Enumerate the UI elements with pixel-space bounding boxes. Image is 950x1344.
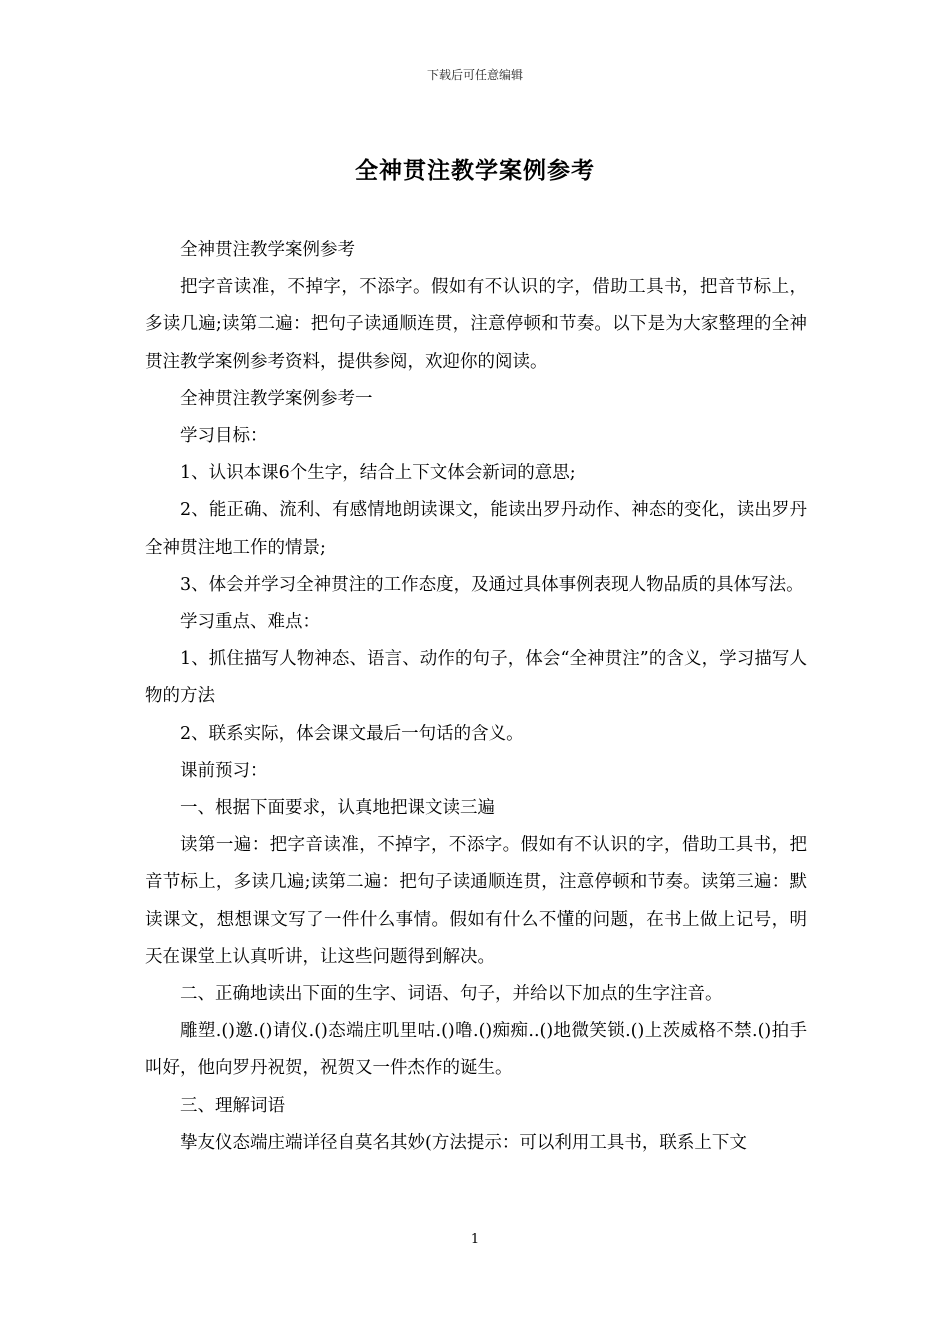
page-number: 1 [470, 1232, 480, 1247]
paragraph: 把字音读准，不掉字，不添字。假如有不认识的字，借助工具书，把音节标上，多读几遍;读第二遍：把句子读通顺连贯，注意停顿和节奏。以下是为大家整理的全神贯注教学案例参考资料，提供参阅，欢迎你的阅读。 [145, 277, 807, 372]
paragraph: 读第一遍：把字音读准，不掉字，不添字。假如有不认识的字，借助工具书，把音节标上，多读几遍;读第二遍：把句子读通顺连贯，注意停顿和节奏。读第三遍：默读课文，想想课文写了一件什么事情。假如有什么不懂的问题，在书上做上记号，明天在课堂上认真听讲，让这些问题得到解决。 [145, 835, 807, 967]
paragraph: 1、认识本课6个生字，结合上下文体会新词的意思; [180, 463, 576, 484]
paragraph: 挚友仪态端庄端详径自莫名其妙(方法提示：可以利用工具书，联系上下文 [180, 1132, 747, 1153]
paragraph: 课前预习： [180, 760, 268, 781]
document-body [145, 232, 807, 1162]
document-title: 全神贯注教学案例参考 [355, 157, 595, 184]
paragraph: 2、能正确、流利、有感情地朗读课文，能读出罗丹动作、神态的变化，读出罗丹全神贯注地工作的情景; [145, 500, 807, 558]
paragraph: 学习目标： [180, 426, 268, 447]
paragraph: 1、抓住描写人物神态、语言、动作的句子，体会“全神贯注”的含义，学习描写人物的方法 [145, 649, 807, 707]
paragraph: 3、体会并学习全神贯注的工作态度，及通过具体事例表现人物品质的具体写法。 [180, 574, 804, 595]
page-header: 下载后可任意编辑 [426, 68, 523, 82]
paragraph: 雕塑.()邀.()请仪.()态端庄叽里咕.()噜.()痴痴..()地微笑锁.()上茨威格不禁.()拍手叫好，他向罗丹祝贺，祝贺又一件杰作的诞生。 [145, 1021, 807, 1079]
paragraph: 全神贯注教学案例参考 [180, 240, 355, 260]
paragraph: 三、理解词语 [180, 1095, 285, 1116]
paragraph: 学习重点、难点： [180, 612, 320, 633]
paragraph: 全神贯注教学案例参考一 [180, 388, 373, 409]
paragraph: 2、联系实际，体会课文最后一句话的含义。 [180, 723, 524, 744]
paragraph: 一、根据下面要求，认真地把课文读三遍 [180, 798, 495, 819]
paragraph: 二、正确地读出下面的生字、词语、句子，并给以下加点的生字注音。 [180, 984, 723, 1005]
